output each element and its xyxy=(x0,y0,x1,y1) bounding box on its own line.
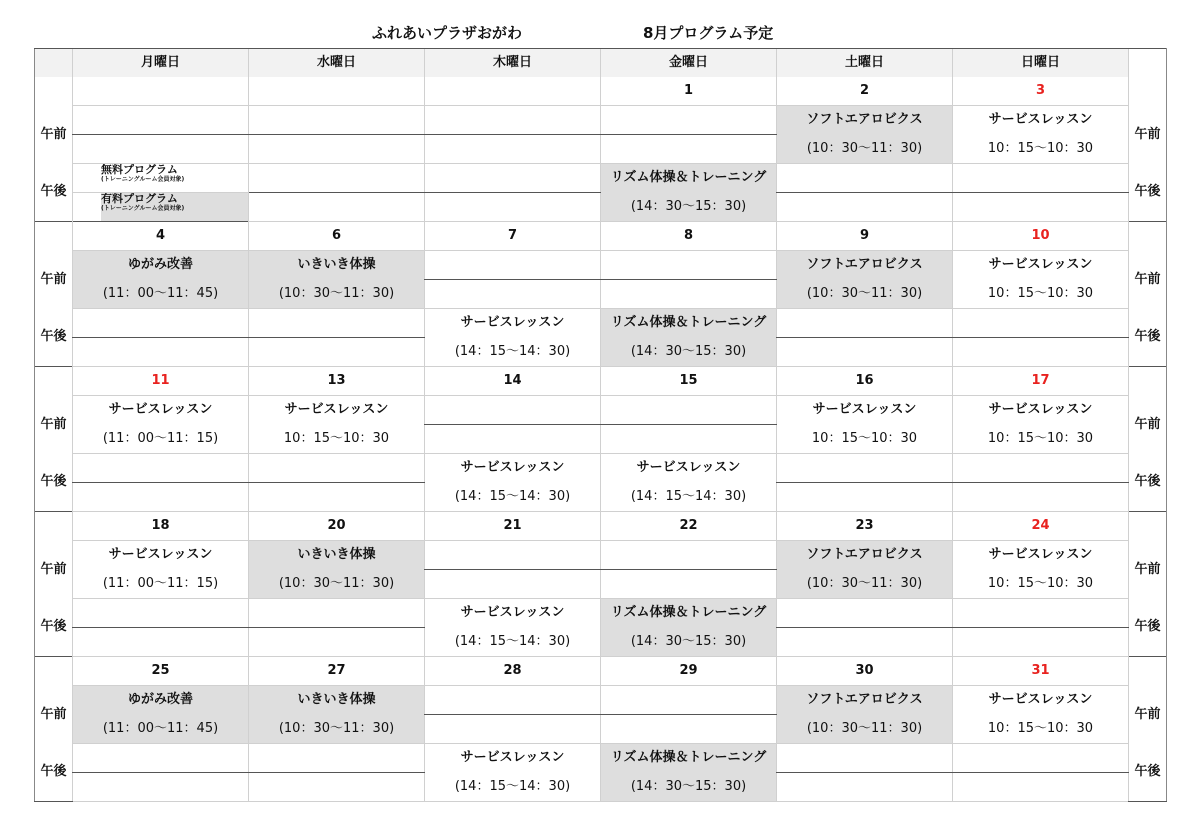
program-time-cell: (14：30〜15：30) xyxy=(601,193,777,222)
program-name-cell: サービスレッスン xyxy=(425,599,601,628)
program-time-cell xyxy=(777,193,953,222)
am-time-row xyxy=(35,425,1167,454)
date-cell: 18 xyxy=(73,512,249,541)
program-name-cell: リズム体操＆トレーニング xyxy=(601,164,777,193)
program-time-cell xyxy=(249,483,425,512)
program-time-cell: 10：15〜10：30 xyxy=(777,425,953,454)
program-time-cell: 10：15〜10：30 xyxy=(953,425,1129,454)
program-time-cell: (14：15〜14：30) xyxy=(425,773,601,802)
program-time-cell: (10：30〜11：30) xyxy=(777,280,953,309)
program-name-cell: ゆがみ改善 xyxy=(73,251,249,280)
program-name-cell: ソフトエアロビクス xyxy=(777,541,953,570)
program-name-cell xyxy=(249,744,425,773)
program-name-cell xyxy=(953,164,1129,193)
program-name-cell: サービスレッスン xyxy=(953,541,1129,570)
program-name-cell xyxy=(73,309,249,338)
page-title xyxy=(0,22,1193,44)
program-name-cell: サービスレッスン xyxy=(953,686,1129,715)
date-row xyxy=(35,77,1167,106)
paid-program-note xyxy=(73,193,249,222)
am-time-row xyxy=(35,715,1167,744)
am-row xyxy=(35,106,1167,135)
paid-program-box xyxy=(101,193,248,221)
date-cell: 13 xyxy=(249,367,425,396)
program-time-cell xyxy=(601,715,777,744)
free-program-box xyxy=(101,164,248,192)
label-cell xyxy=(1129,367,1167,396)
pm-row xyxy=(35,164,1167,193)
program-name-cell xyxy=(425,164,601,193)
program-name-cell xyxy=(73,599,249,628)
program-time-cell xyxy=(777,628,953,657)
pm-label: 午後 xyxy=(1129,599,1167,657)
program-time-cell xyxy=(249,338,425,367)
program-name-cell: リズム体操＆トレーニング xyxy=(601,599,777,628)
program-time-cell: (10：30〜11：30) xyxy=(249,280,425,309)
program-name-cell xyxy=(777,454,953,483)
program-name-cell xyxy=(953,599,1129,628)
program-time-cell: (14：30〜15：30) xyxy=(601,628,777,657)
date-cell: 25 xyxy=(73,657,249,686)
program-time-cell xyxy=(249,193,425,222)
label-cell xyxy=(35,222,73,251)
pm-time-row xyxy=(35,193,1167,222)
am-label: 午前 xyxy=(35,686,73,744)
program-time-cell: (14：15〜14：30) xyxy=(425,483,601,512)
program-time-cell: 10：15〜10：30 xyxy=(953,715,1129,744)
program-name-cell: リズム体操＆トレーニング xyxy=(601,744,777,773)
program-name-cell xyxy=(777,309,953,338)
program-time-cell xyxy=(73,135,249,164)
am-label: 午前 xyxy=(1129,251,1167,309)
program-name-cell xyxy=(249,164,425,193)
facility-title: ふれあいプラザおがわ xyxy=(372,24,523,42)
date-cell: 20 xyxy=(249,512,425,541)
program-time-cell xyxy=(425,425,601,454)
program-name-cell xyxy=(425,396,601,425)
program-name-cell xyxy=(425,541,601,570)
am-row xyxy=(35,686,1167,715)
am-label: 午前 xyxy=(1129,106,1167,164)
program-name-cell: サービスレッスン xyxy=(73,541,249,570)
date-cell: 31 xyxy=(953,657,1129,686)
program-time-cell xyxy=(953,628,1129,657)
program-time-cell: 10：15〜10：30 xyxy=(249,425,425,454)
program-name-cell: いきいき体操 xyxy=(249,541,425,570)
paid-program-label: 有料プログラム xyxy=(101,192,178,205)
am-label: 午前 xyxy=(35,396,73,454)
program-time-cell xyxy=(73,483,249,512)
pm-label: 午後 xyxy=(1129,744,1167,802)
date-cell: 3 xyxy=(953,77,1129,106)
program-name-cell xyxy=(953,744,1129,773)
date-cell: 29 xyxy=(601,657,777,686)
date-row xyxy=(35,512,1167,541)
program-time-cell: (11：00〜11：15) xyxy=(73,570,249,599)
program-time-cell: (11：00〜11：15) xyxy=(73,425,249,454)
program-name-cell xyxy=(73,106,249,135)
program-name-cell xyxy=(777,599,953,628)
program-name-cell: ソフトエアロビクス xyxy=(777,251,953,280)
pm-row xyxy=(35,599,1167,628)
program-name-cell: いきいき体操 xyxy=(249,251,425,280)
program-name-cell: リズム体操＆トレーニング xyxy=(601,309,777,338)
program-time-cell xyxy=(425,135,601,164)
program-name-cell: サービスレッスン xyxy=(601,454,777,483)
pm-time-row xyxy=(35,338,1167,367)
am-time-row xyxy=(35,280,1167,309)
weekday-header: 金曜日 xyxy=(601,49,777,78)
label-cell xyxy=(35,77,73,106)
program-time-cell xyxy=(777,773,953,802)
program-name-cell xyxy=(601,251,777,280)
program-time-cell xyxy=(953,773,1129,802)
program-time-cell: (10：30〜11：30) xyxy=(249,715,425,744)
program-name-cell: ゆがみ改善 xyxy=(73,686,249,715)
pm-time-row xyxy=(35,483,1167,512)
free-program-note xyxy=(73,164,249,193)
am-row xyxy=(35,396,1167,425)
free-program-sub: (トレーニングルーム会員対象) xyxy=(101,176,185,183)
corner-cell xyxy=(35,49,73,78)
program-time-cell xyxy=(425,570,601,599)
program-name-cell xyxy=(425,251,601,280)
date-cell: 2 xyxy=(777,77,953,106)
weekday-header: 土曜日 xyxy=(777,49,953,78)
date-cell: 27 xyxy=(249,657,425,686)
am-label: 午前 xyxy=(35,541,73,599)
program-name-cell xyxy=(249,454,425,483)
program-name-cell: ソフトエアロビクス xyxy=(777,686,953,715)
program-name-cell: ソフトエアロビクス xyxy=(777,106,953,135)
program-time-cell: (10：30〜11：30) xyxy=(777,715,953,744)
date-cell: 28 xyxy=(425,657,601,686)
program-time-cell: 10：15〜10：30 xyxy=(953,280,1129,309)
corner-cell xyxy=(1129,49,1167,78)
program-name-cell xyxy=(953,309,1129,338)
date-cell: 16 xyxy=(777,367,953,396)
am-label: 午前 xyxy=(1129,686,1167,744)
date-cell: 23 xyxy=(777,512,953,541)
program-time-cell: (11：00〜11：45) xyxy=(73,715,249,744)
pm-row xyxy=(35,309,1167,338)
program-time-cell xyxy=(249,135,425,164)
program-time-cell xyxy=(425,280,601,309)
program-time-cell xyxy=(601,135,777,164)
program-name-cell xyxy=(249,106,425,135)
program-name-cell: サービスレッスン xyxy=(777,396,953,425)
program-time-cell: (11：00〜11：45) xyxy=(73,280,249,309)
program-name-cell xyxy=(425,686,601,715)
pm-row xyxy=(35,454,1167,483)
program-time-cell xyxy=(601,425,777,454)
program-name-cell xyxy=(73,454,249,483)
program-name-cell: サービスレッスン xyxy=(953,106,1129,135)
free-program-label: 無料プログラム xyxy=(101,163,178,176)
program-time-cell xyxy=(953,338,1129,367)
date-cell: 22 xyxy=(601,512,777,541)
program-name-cell: サービスレッスン xyxy=(953,251,1129,280)
label-cell xyxy=(1129,77,1167,106)
program-time-cell xyxy=(73,338,249,367)
program-time-cell xyxy=(777,338,953,367)
pm-label: 午後 xyxy=(35,744,73,802)
program-name-cell: いきいき体操 xyxy=(249,686,425,715)
program-name-cell: サービスレッスン xyxy=(249,396,425,425)
am-row xyxy=(35,251,1167,280)
label-cell xyxy=(35,512,73,541)
program-time-cell xyxy=(73,628,249,657)
date-row xyxy=(35,222,1167,251)
program-time-cell xyxy=(601,280,777,309)
program-name-cell xyxy=(601,106,777,135)
program-time-cell xyxy=(249,628,425,657)
schedule-table xyxy=(34,48,1167,802)
date-cell: 7 xyxy=(425,222,601,251)
weekday-header: 月曜日 xyxy=(73,49,249,78)
program-name-cell xyxy=(601,686,777,715)
am-time-row xyxy=(35,570,1167,599)
date-cell: 8 xyxy=(601,222,777,251)
pm-label: 午後 xyxy=(35,454,73,512)
program-name-cell xyxy=(249,599,425,628)
program-time-cell: (10：30〜11：30) xyxy=(777,570,953,599)
date-cell xyxy=(73,77,249,106)
program-name-cell: サービスレッスン xyxy=(425,309,601,338)
label-cell xyxy=(35,657,73,686)
pm-row xyxy=(35,744,1167,773)
program-name-cell xyxy=(777,164,953,193)
date-cell: 24 xyxy=(953,512,1129,541)
pm-label: 午後 xyxy=(1129,164,1167,222)
program-name-cell xyxy=(601,396,777,425)
program-time-cell: (14：15〜14：30) xyxy=(425,628,601,657)
date-row xyxy=(35,367,1167,396)
program-time-cell: (14：30〜15：30) xyxy=(601,338,777,367)
program-name-cell xyxy=(249,309,425,338)
weekday-header: 木曜日 xyxy=(425,49,601,78)
program-name-cell: サービスレッスン xyxy=(425,744,601,773)
date-cell: 1 xyxy=(601,77,777,106)
date-cell: 14 xyxy=(425,367,601,396)
date-cell: 21 xyxy=(425,512,601,541)
program-name-cell xyxy=(953,454,1129,483)
label-cell xyxy=(1129,512,1167,541)
date-cell: 10 xyxy=(953,222,1129,251)
program-time-cell xyxy=(425,193,601,222)
pm-label: 午後 xyxy=(35,599,73,657)
pm-time-row xyxy=(35,773,1167,802)
weekday-header: 日曜日 xyxy=(953,49,1129,78)
pm-label: 午後 xyxy=(1129,454,1167,512)
date-cell xyxy=(249,77,425,106)
date-cell: 30 xyxy=(777,657,953,686)
date-row xyxy=(35,657,1167,686)
program-name-cell: サービスレッスン xyxy=(953,396,1129,425)
program-time-cell xyxy=(953,483,1129,512)
am-time-row xyxy=(35,135,1167,164)
program-name-cell: サービスレッスン xyxy=(73,396,249,425)
program-name-cell xyxy=(777,744,953,773)
am-label: 午前 xyxy=(1129,541,1167,599)
date-cell: 6 xyxy=(249,222,425,251)
am-label: 午前 xyxy=(35,106,73,164)
program-time-cell xyxy=(601,570,777,599)
pm-label: 午後 xyxy=(35,309,73,367)
program-time-cell: (14：15〜14：30) xyxy=(601,483,777,512)
label-cell xyxy=(1129,657,1167,686)
paid-program-sub: (トレーニングルーム会員対象) xyxy=(101,205,185,212)
program-time-cell: (14：30〜15：30) xyxy=(601,773,777,802)
program-time-cell: (10：30〜11：30) xyxy=(249,570,425,599)
pm-time-row xyxy=(35,628,1167,657)
program-time-cell xyxy=(425,715,601,744)
date-cell: 9 xyxy=(777,222,953,251)
program-time-cell: (14：15〜14：30) xyxy=(425,338,601,367)
am-row xyxy=(35,541,1167,570)
program-time-cell xyxy=(249,773,425,802)
date-cell: 15 xyxy=(601,367,777,396)
weekday-header: 水曜日 xyxy=(249,49,425,78)
program-time-cell xyxy=(73,773,249,802)
program-time-cell xyxy=(777,483,953,512)
date-cell: 4 xyxy=(73,222,249,251)
date-cell: 11 xyxy=(73,367,249,396)
date-cell xyxy=(425,77,601,106)
am-label: 午前 xyxy=(1129,396,1167,454)
label-cell xyxy=(35,367,73,396)
program-time-cell: (10：30〜11：30) xyxy=(777,135,953,164)
program-time-cell xyxy=(953,193,1129,222)
pm-label: 午後 xyxy=(35,164,73,222)
program-name-cell xyxy=(73,744,249,773)
am-label: 午前 xyxy=(35,251,73,309)
date-cell: 17 xyxy=(953,367,1129,396)
program-title: 8月プログラム予定 xyxy=(643,24,774,42)
pm-label: 午後 xyxy=(1129,309,1167,367)
program-time-cell: 10：15〜10：30 xyxy=(953,570,1129,599)
label-cell xyxy=(1129,222,1167,251)
program-time-cell: 10：15〜10：30 xyxy=(953,135,1129,164)
program-name-cell xyxy=(601,541,777,570)
weekday-header-row xyxy=(35,49,1167,78)
program-name-cell: サービスレッスン xyxy=(425,454,601,483)
program-name-cell xyxy=(425,106,601,135)
